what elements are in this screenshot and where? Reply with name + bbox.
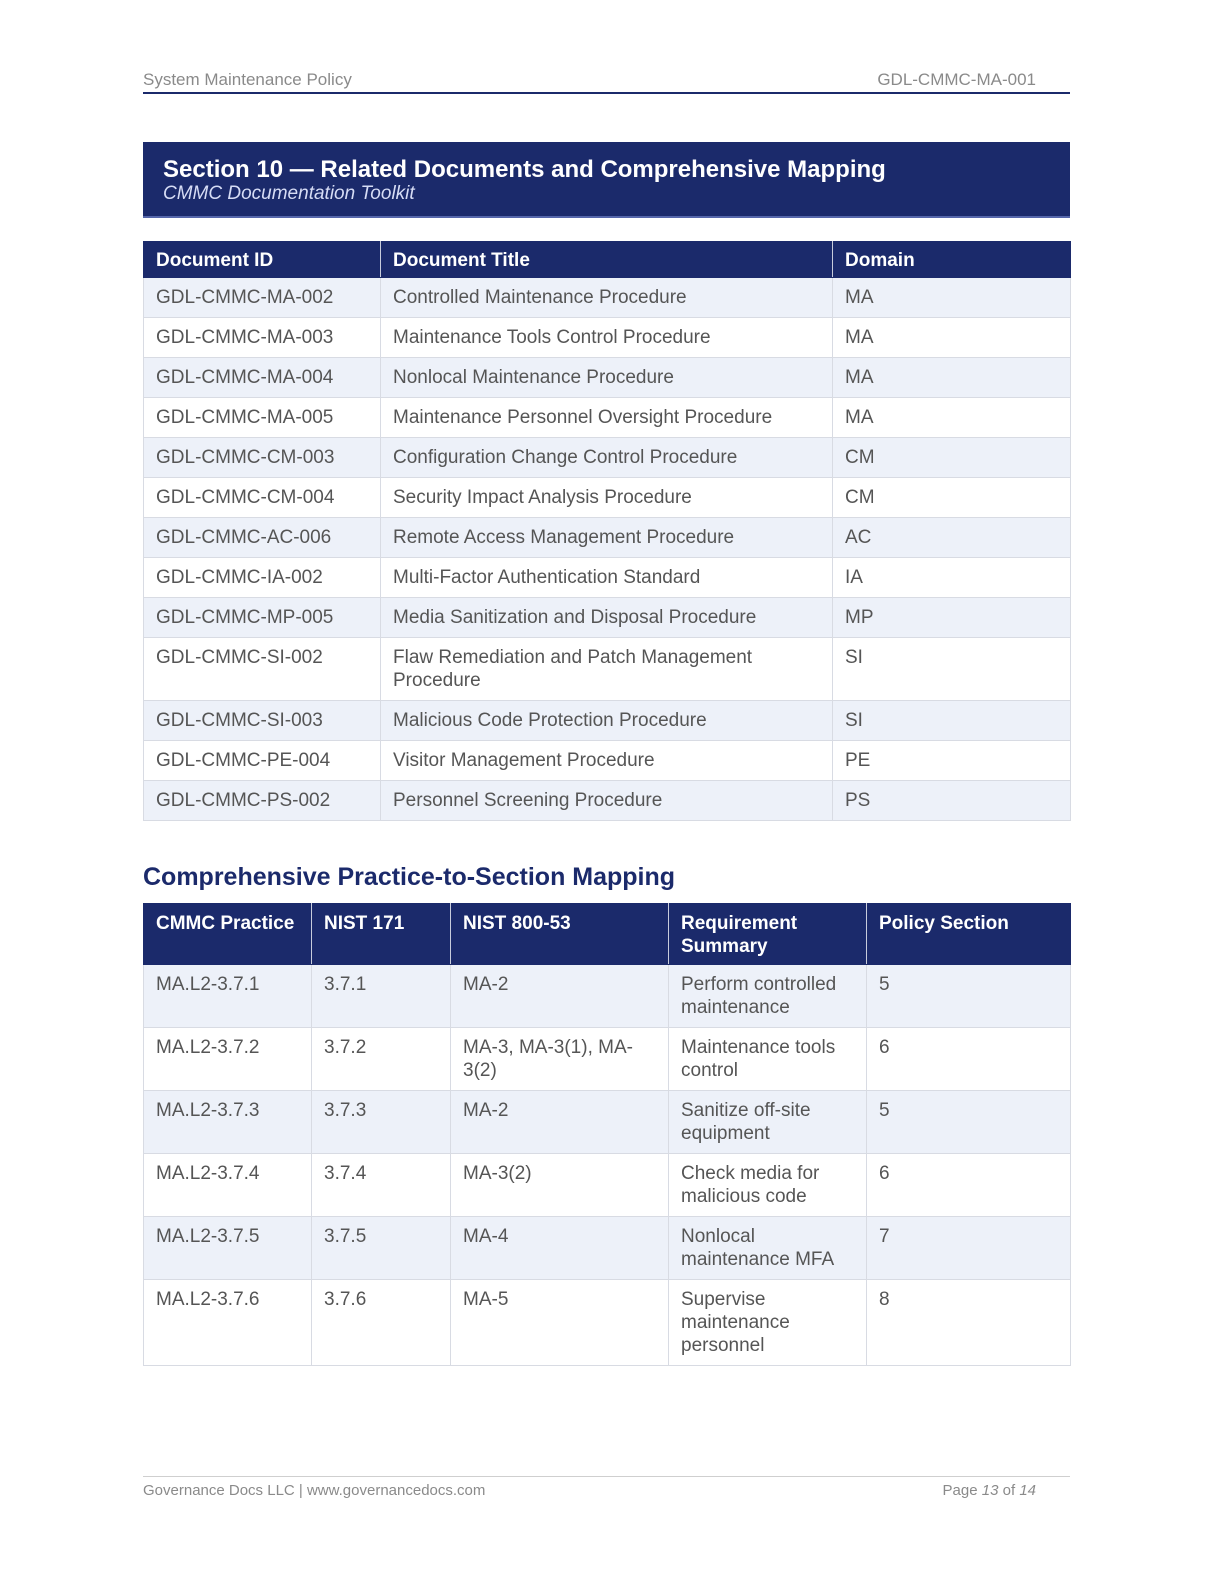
column-header-policy-section: Policy Section xyxy=(867,904,1071,965)
table-cell: Maintenance Personnel Oversight Procedure xyxy=(381,398,833,438)
table-row xyxy=(144,398,1071,438)
table-cell: MA-4 xyxy=(451,1217,669,1280)
table-cell: Supervise maintenance personnel xyxy=(669,1280,867,1366)
column-header-document-title: Document Title xyxy=(381,242,833,278)
table-cell: 5 xyxy=(867,965,1071,1028)
table-cell: Visitor Management Procedure xyxy=(381,741,833,781)
column-header-requirement-summary: Requirement Summary xyxy=(669,904,867,965)
table-cell: Remote Access Management Procedure xyxy=(381,518,833,558)
table-cell: 6 xyxy=(867,1154,1071,1217)
table-row xyxy=(144,965,1071,1028)
table-cell: Maintenance tools control xyxy=(669,1028,867,1091)
table-cell: Multi-Factor Authentication Standard xyxy=(381,558,833,598)
page-header xyxy=(143,70,1070,94)
table-row xyxy=(144,358,1071,398)
table-cell: 3.7.6 xyxy=(312,1280,451,1366)
table-cell: CM xyxy=(833,478,1071,518)
table-row xyxy=(144,701,1071,741)
column-header-nist-171: NIST 171 xyxy=(312,904,451,965)
section-subtitle: CMMC Documentation Toolkit xyxy=(163,183,415,204)
column-header-document-id: Document ID xyxy=(144,242,381,278)
table-cell: MA.L2-3.7.5 xyxy=(144,1217,312,1280)
table-cell: GDL-CMMC-PE-004 xyxy=(144,741,381,781)
table-cell: PE xyxy=(833,741,1071,781)
table-row xyxy=(144,1028,1071,1091)
table-cell: MA xyxy=(833,358,1071,398)
table-cell: MA xyxy=(833,398,1071,438)
table-cell: GDL-CMMC-MA-002 xyxy=(144,278,381,318)
table-cell: Check media for malicious code xyxy=(669,1154,867,1217)
section-banner xyxy=(143,142,1070,218)
table-cell: MA-3, MA-3(1), MA-3(2) xyxy=(451,1028,669,1091)
table-cell: MA xyxy=(833,318,1071,358)
table-cell: Nonlocal maintenance MFA xyxy=(669,1217,867,1280)
table-row xyxy=(144,478,1071,518)
table-cell: MA xyxy=(833,278,1071,318)
page-footer xyxy=(143,1476,1070,1507)
table-cell: GDL-CMMC-MP-005 xyxy=(144,598,381,638)
table-cell: 6 xyxy=(867,1028,1071,1091)
table-cell: 3.7.5 xyxy=(312,1217,451,1280)
table-row xyxy=(144,1280,1071,1366)
table-cell: GDL-CMMC-MA-003 xyxy=(144,318,381,358)
header-document-id: GDL-CMMC-MA-001 xyxy=(877,70,1036,89)
table-cell: Personnel Screening Procedure xyxy=(381,781,833,821)
table-cell: GDL-CMMC-CM-004 xyxy=(144,478,381,518)
table-cell: GDL-CMMC-MA-005 xyxy=(144,398,381,438)
table-cell: MA.L2-3.7.4 xyxy=(144,1154,312,1217)
mapping-heading: Comprehensive Practice-to-Section Mapping xyxy=(143,863,676,891)
table-cell: 3.7.2 xyxy=(312,1028,451,1091)
footer-company: Governance Docs LLC | www.governancedocs.com xyxy=(143,1482,486,1499)
page-label: Page xyxy=(942,1482,978,1499)
table-cell: Malicious Code Protection Procedure xyxy=(381,701,833,741)
table-row xyxy=(144,1154,1071,1217)
table-row xyxy=(144,518,1071,558)
table-cell: 7 xyxy=(867,1217,1071,1280)
page-number xyxy=(943,1481,1036,1501)
table-cell: AC xyxy=(833,518,1071,558)
table-cell: SI xyxy=(833,701,1071,741)
table-cell: GDL-CMMC-IA-002 xyxy=(144,558,381,598)
table-cell: CM xyxy=(833,438,1071,478)
table-cell: GDL-CMMC-PS-002 xyxy=(144,781,381,821)
page-current: 13 xyxy=(981,1482,999,1499)
table-cell: GDL-CMMC-AC-006 xyxy=(144,518,381,558)
header-document-title: System Maintenance Policy xyxy=(143,70,352,89)
column-header-domain: Domain xyxy=(833,242,1071,278)
table-cell: 8 xyxy=(867,1280,1071,1366)
table-cell: GDL-CMMC-SI-003 xyxy=(144,701,381,741)
table-cell: SI xyxy=(833,638,1071,701)
column-header-cmmc-practice: CMMC Practice xyxy=(144,904,312,965)
table-row xyxy=(144,741,1071,781)
table-cell: MA-2 xyxy=(451,965,669,1028)
table-cell: GDL-CMMC-MA-004 xyxy=(144,358,381,398)
of-label: of xyxy=(1002,1482,1016,1499)
page-total: 14 xyxy=(1019,1482,1036,1499)
table-cell: Security Impact Analysis Procedure xyxy=(381,478,833,518)
table-cell: MA-5 xyxy=(451,1280,669,1366)
table-cell: 3.7.3 xyxy=(312,1091,451,1154)
table-cell: MA-2 xyxy=(451,1091,669,1154)
table-header-row xyxy=(144,242,1071,278)
table-cell: MA.L2-3.7.2 xyxy=(144,1028,312,1091)
table-row xyxy=(144,438,1071,478)
table-cell: MP xyxy=(833,598,1071,638)
table-header-row xyxy=(144,904,1071,965)
table-cell: GDL-CMMC-SI-002 xyxy=(144,638,381,701)
table-cell: Flaw Remediation and Patch Management Procedure xyxy=(381,638,833,701)
table-cell: GDL-CMMC-CM-003 xyxy=(144,438,381,478)
related-documents-table xyxy=(143,241,1071,821)
table-cell: Nonlocal Maintenance Procedure xyxy=(381,358,833,398)
table-cell: Maintenance Tools Control Procedure xyxy=(381,318,833,358)
table-row xyxy=(144,638,1071,701)
table-cell: 5 xyxy=(867,1091,1071,1154)
table-row xyxy=(144,278,1071,318)
section-title: Section 10 — Related Documents and Comprehensive Mapping xyxy=(163,156,886,183)
table-cell: MA.L2-3.7.1 xyxy=(144,965,312,1028)
table-row xyxy=(144,558,1071,598)
table-cell: Media Sanitization and Disposal Procedure xyxy=(381,598,833,638)
table-row xyxy=(144,1217,1071,1280)
table-row xyxy=(144,318,1071,358)
table-row xyxy=(144,598,1071,638)
table-cell: IA xyxy=(833,558,1071,598)
table-cell: Perform controlled maintenance xyxy=(669,965,867,1028)
table-cell: MA.L2-3.7.3 xyxy=(144,1091,312,1154)
column-header-nist-800-53: NIST 800-53 xyxy=(451,904,669,965)
table-cell: 3.7.4 xyxy=(312,1154,451,1217)
table-cell: Configuration Change Control Procedure xyxy=(381,438,833,478)
table-row xyxy=(144,1091,1071,1154)
table-cell: PS xyxy=(833,781,1071,821)
table-cell: MA-3(2) xyxy=(451,1154,669,1217)
table-row xyxy=(144,781,1071,821)
practice-mapping-table xyxy=(143,903,1071,1366)
table-cell: MA.L2-3.7.6 xyxy=(144,1280,312,1366)
table-cell: Sanitize off-site equipment xyxy=(669,1091,867,1154)
table-cell: Controlled Maintenance Procedure xyxy=(381,278,833,318)
table-cell: 3.7.1 xyxy=(312,965,451,1028)
